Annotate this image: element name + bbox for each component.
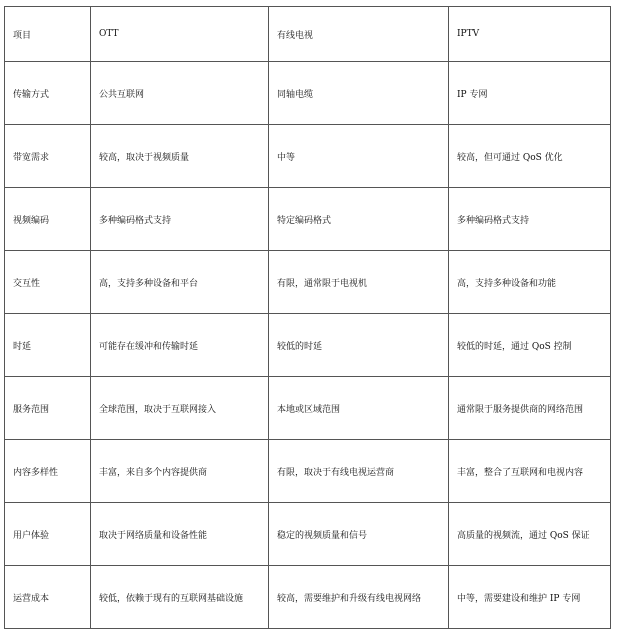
header-cell-cable-tv: 有线电视	[269, 7, 449, 62]
header-cell-item: 项目	[5, 7, 91, 62]
table-cell: IP 专网	[449, 62, 611, 125]
row-label: 视频编码	[5, 188, 91, 251]
table-cell: 有限，取决于有线电视运营商	[269, 440, 449, 503]
table-cell: 可能存在缓冲和传输时延	[91, 314, 269, 377]
row-label: 时延	[5, 314, 91, 377]
table-cell: 取决于网络质量和设备性能	[91, 503, 269, 566]
table-cell: 通常限于服务提供商的网络范围	[449, 377, 611, 440]
table-cell: 中等	[269, 125, 449, 188]
table-row	[5, 503, 611, 566]
table-cell: 同轴电缆	[269, 62, 449, 125]
table-cell: 多种编码格式支持	[91, 188, 269, 251]
table-cell: 稳定的视频质量和信号	[269, 503, 449, 566]
table-cell: 多种编码格式支持	[449, 188, 611, 251]
table-cell: 特定编码格式	[269, 188, 449, 251]
table-cell: 较低的时延，通过 QoS 控制	[449, 314, 611, 377]
table-row	[5, 62, 611, 125]
table-row	[5, 125, 611, 188]
comparison-table	[4, 6, 611, 629]
table-row	[5, 251, 611, 314]
table-cell: 本地或区域范围	[269, 377, 449, 440]
table-cell: 较低的时延	[269, 314, 449, 377]
table-cell: 较高，取决于视频质量	[91, 125, 269, 188]
table-row	[5, 314, 611, 377]
table-cell: 有限，通常限于电视机	[269, 251, 449, 314]
table-cell: 公共互联网	[91, 62, 269, 125]
table-cell: 丰富，来自多个内容提供商	[91, 440, 269, 503]
header-cell-iptv: IPTV	[449, 7, 611, 62]
table-cell: 丰富，整合了互联网和电视内容	[449, 440, 611, 503]
row-label: 服务范围	[5, 377, 91, 440]
row-label: 内容多样性	[5, 440, 91, 503]
table-cell: 全球范围，取决于互联网接入	[91, 377, 269, 440]
table-cell: 中等，需要建设和维护 IP 专网	[449, 566, 611, 629]
table-row	[5, 566, 611, 629]
table-row	[5, 440, 611, 503]
row-label: 交互性	[5, 251, 91, 314]
header-cell-ott: OTT	[91, 7, 269, 62]
table-row	[5, 188, 611, 251]
table-cell: 高，支持多种设备和平台	[91, 251, 269, 314]
row-label: 传输方式	[5, 62, 91, 125]
row-label: 带宽需求	[5, 125, 91, 188]
table-cell: 较高，需要维护和升级有线电视网络	[269, 566, 449, 629]
table-cell: 高质量的视频流，通过 QoS 保证	[449, 503, 611, 566]
table-row	[5, 377, 611, 440]
table-header-row	[5, 7, 611, 62]
row-label: 用户体验	[5, 503, 91, 566]
row-label: 运营成本	[5, 566, 91, 629]
table-cell: 较高，但可通过 QoS 优化	[449, 125, 611, 188]
table-cell: 高，支持多种设备和功能	[449, 251, 611, 314]
table-cell: 较低，依赖于现有的互联网基础设施	[91, 566, 269, 629]
